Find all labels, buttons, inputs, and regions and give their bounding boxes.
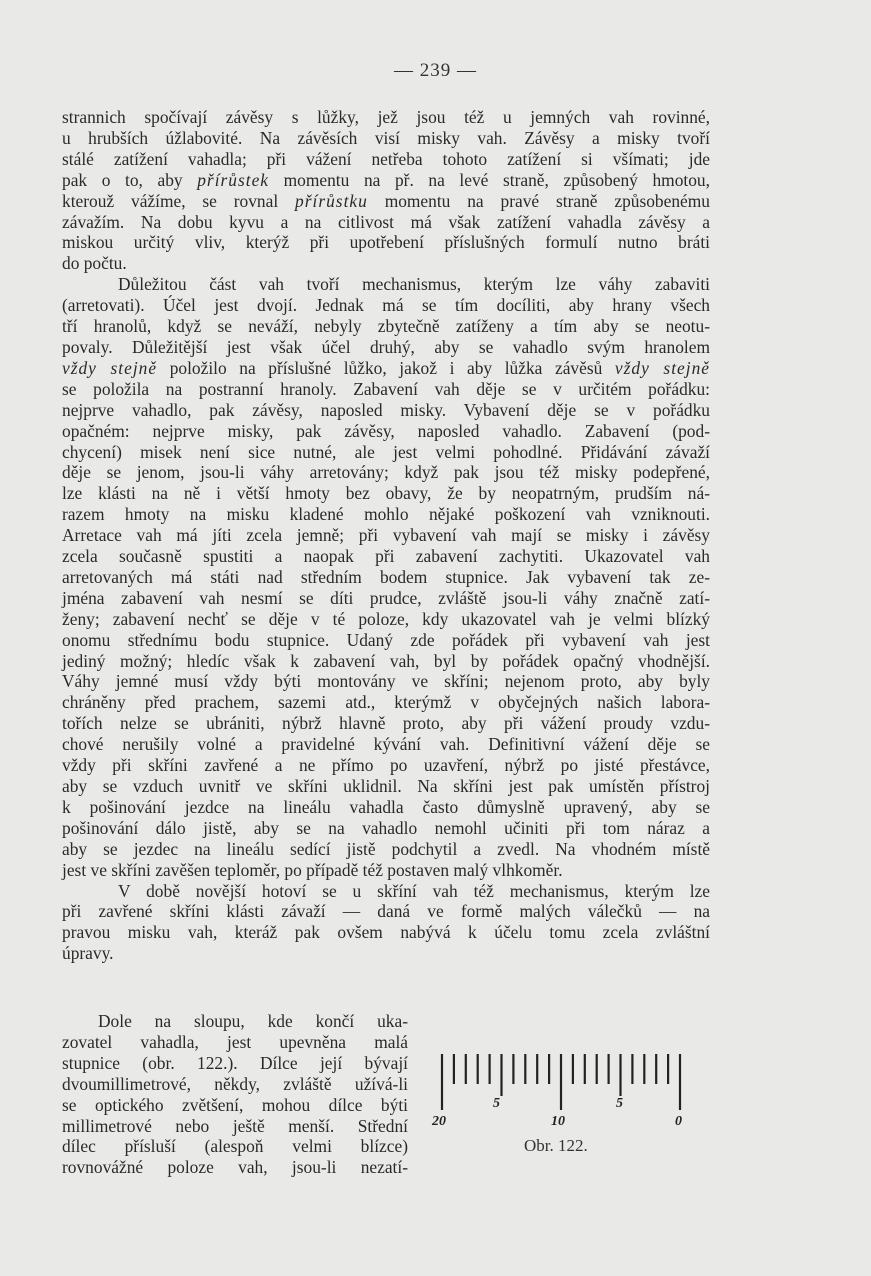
text-line: dílec přísluší (alespoň velmi blízce) <box>62 1136 408 1157</box>
text-line: rovnovážné poloze vah, jsou-li nezatí- <box>62 1157 408 1178</box>
text-line: vždy stejně položilo na příslušné lůžko, jakož i aby lůžka závěsů vždy stejně <box>62 357 710 378</box>
paragraph-2 <box>62 274 710 880</box>
text-line: onomu střednímu bodu stupnice. Udaný zde pořádek při vybavení vah jest <box>62 629 710 650</box>
scale-label-10: 10 <box>551 1114 565 1129</box>
text-line: jest ve skříni zavěšen teploměr, po případě též postaven malý vlhkoměr. <box>62 859 563 880</box>
text-line: pošinování dálo jistě, aby se na vahadlo nemohl učiniti při tom náraz a <box>62 817 710 838</box>
text-line: při zavřené skříni klásti závaží — daná ve formě malých válečků — na <box>62 901 710 922</box>
text-line: se položila na postranní hranoly. Zabavení vah děje se v určitém pořádku: <box>62 378 710 399</box>
text-line: zovatel vahadla, jest upevněna malá <box>62 1031 408 1052</box>
text-line: stálé zatížení vahadla; při vážení netřeba tohoto zatížení si všímati; jde <box>62 148 710 169</box>
text-line: se optického zvětšení, mohou dílce býti <box>62 1094 408 1115</box>
text-line: Důležitou část vah tvoří mechanismus, kterým lze váhy zabaviti <box>118 274 710 295</box>
text-line: zcela současně spustiti a naopak při zabavení zachytiti. Ukazovatel vah <box>62 546 710 567</box>
text-line: chové nerušily volné a pravidelné kývání vah. Definitivní vážení děje se <box>62 734 710 755</box>
text-line: aby se vzduch uvnitř ve skříni uklidnil. Na skříni jest pak umístěn přístroj <box>62 776 710 796</box>
scale-label-20: 20 <box>432 1114 446 1129</box>
text-line: strannich spočívají závěsy s lůžky, jež jsou též u jemných vah rovinné, <box>62 107 710 127</box>
emphasis: přírůstku <box>295 190 368 211</box>
scale-label-5-right: 5 <box>616 1096 623 1111</box>
text-line: úpravy. <box>62 943 114 964</box>
text-line: povaly. Důležitější jest však účel druhý, aby se vahadlo svým hranolem <box>62 336 710 357</box>
text-line: opačném: nejprve misky, pak závěsy, naposled vahadlo. Zabavení (pod- <box>62 420 710 441</box>
text-line: arretovaných má státi nad středním bodem stupnice. Jak vybavení tak ze- <box>62 566 710 587</box>
text-line: do počtu. <box>62 253 127 274</box>
text-line: vždy při skříni zavřené a ne přímo po uzavření, nýbrž po jisté přestávce, <box>62 755 710 776</box>
text-line: miskou určitý vliv, kterýž při upotřebení příslušných formulí nutno bráti <box>62 232 710 253</box>
text-line: jména zabavení vah nesmí se díti prudce, zvláště jsou-li váhy značně zatí- <box>62 587 710 608</box>
text-line: tořích nelze se ubrániti, nýbrž hlavně proto, aby při vážení proudy vzdu- <box>62 713 710 734</box>
text-line: děje se jenom, jsou-li váhy arretovány; když pak jsou též misky podepřené, <box>62 462 710 483</box>
text-line: stupnice (obr. 122.). Dílce její bývají <box>62 1052 408 1073</box>
text-line: kterouž vážíme, se rovnal přírůstku momentu na pravé straně způsobenému <box>62 190 710 211</box>
text-line: u hrubších úžlabovité. Na závěsích visí misky vah. Závěsy a misky tvoří <box>62 127 710 148</box>
paragraph-4 <box>62 1011 408 1178</box>
text-line: pravou misku vah, kteráž pak ovšem nabývá k účelu tomu zcela zvláštní <box>62 922 710 943</box>
text-line: k pošinování jezdce na lineálu vahadla často důmyslně upravený, aby se <box>62 796 710 817</box>
text-line: nejprve vahadlo, pak závěsy, naposled misky. Vybavení děje se v pořádku <box>62 399 710 420</box>
scale-figure <box>428 1040 698 1160</box>
text-line: razem hmoty na misku kladené mohlo nějaké poškození vah vzniknouti. <box>62 504 710 525</box>
text-line: ženy; zabavení nechť se děje v té poloze, kdy ukazovatel vah je velmi blízký <box>62 608 710 629</box>
main-text <box>62 107 710 964</box>
emphasis: vždy stejně <box>62 357 158 378</box>
text-line: pak o to, aby přírůstek momentu na př. na levé straně, způsobený hmotou, <box>62 169 710 190</box>
emphasis: přírůstek <box>197 169 270 190</box>
paragraph-3 <box>62 881 710 965</box>
text-line: závažím. Na dobu kyvu a na citlivost má však zatížení vahadla závěsy a <box>62 211 710 232</box>
text-line: millimetrové nebo ještě menší. Střední <box>62 1115 408 1136</box>
text-line: (arretovati). Účel jest dvojí. Jednak má se tím docíliti, aby hrany všech <box>62 295 710 316</box>
text-line: jediný možný; hledíc však k zabavení vah, byl by pořádek opačný vhodnější. <box>62 650 710 671</box>
text-line: Arretace vah má jíti zcela jemně; při vybavení vah mají se misky i závěsy <box>62 525 710 546</box>
text-line: V době novější hotoví se u skříní vah též mechanismus, kterým lze <box>118 880 710 901</box>
text-line: lze klásti na ně i větší hmoty bez obavy, že by neopatrným, prudším ná- <box>62 483 710 504</box>
text-line: chycení) misek není sice nutné, ale jest velmi pohodlné. Přidávání závaží <box>62 441 710 462</box>
text-line: chráněny před prachem, sazemi atd., kterýmž v obyčejných našich labora- <box>62 692 710 713</box>
page-number: — 239 — <box>394 60 477 81</box>
text-line: Váhy jemné musí vždy býti montovány ve skříni; nejenom proto, aby byly <box>62 671 710 692</box>
figure-caption: Obr. 122. <box>524 1136 588 1155</box>
text-line: dvoumillimetrové, někdy, zvláště užívá-li <box>62 1073 408 1094</box>
text-line: tří hranolů, když se neváží, nebyly zbytečně zatíženy a tím aby se neotu- <box>62 316 710 337</box>
text-line: Dole na sloupu, kde končí uka- <box>98 1011 408 1031</box>
text-line: aby se jezdec na lineálu sedící jistě podchytil a zvedl. Na vhodném místě <box>62 838 710 859</box>
scale-label-5-left: 5 <box>493 1096 500 1111</box>
scale-label-0: 0 <box>675 1114 682 1129</box>
emphasis: vždy stejně <box>614 357 710 378</box>
paragraph-1 <box>62 107 710 274</box>
